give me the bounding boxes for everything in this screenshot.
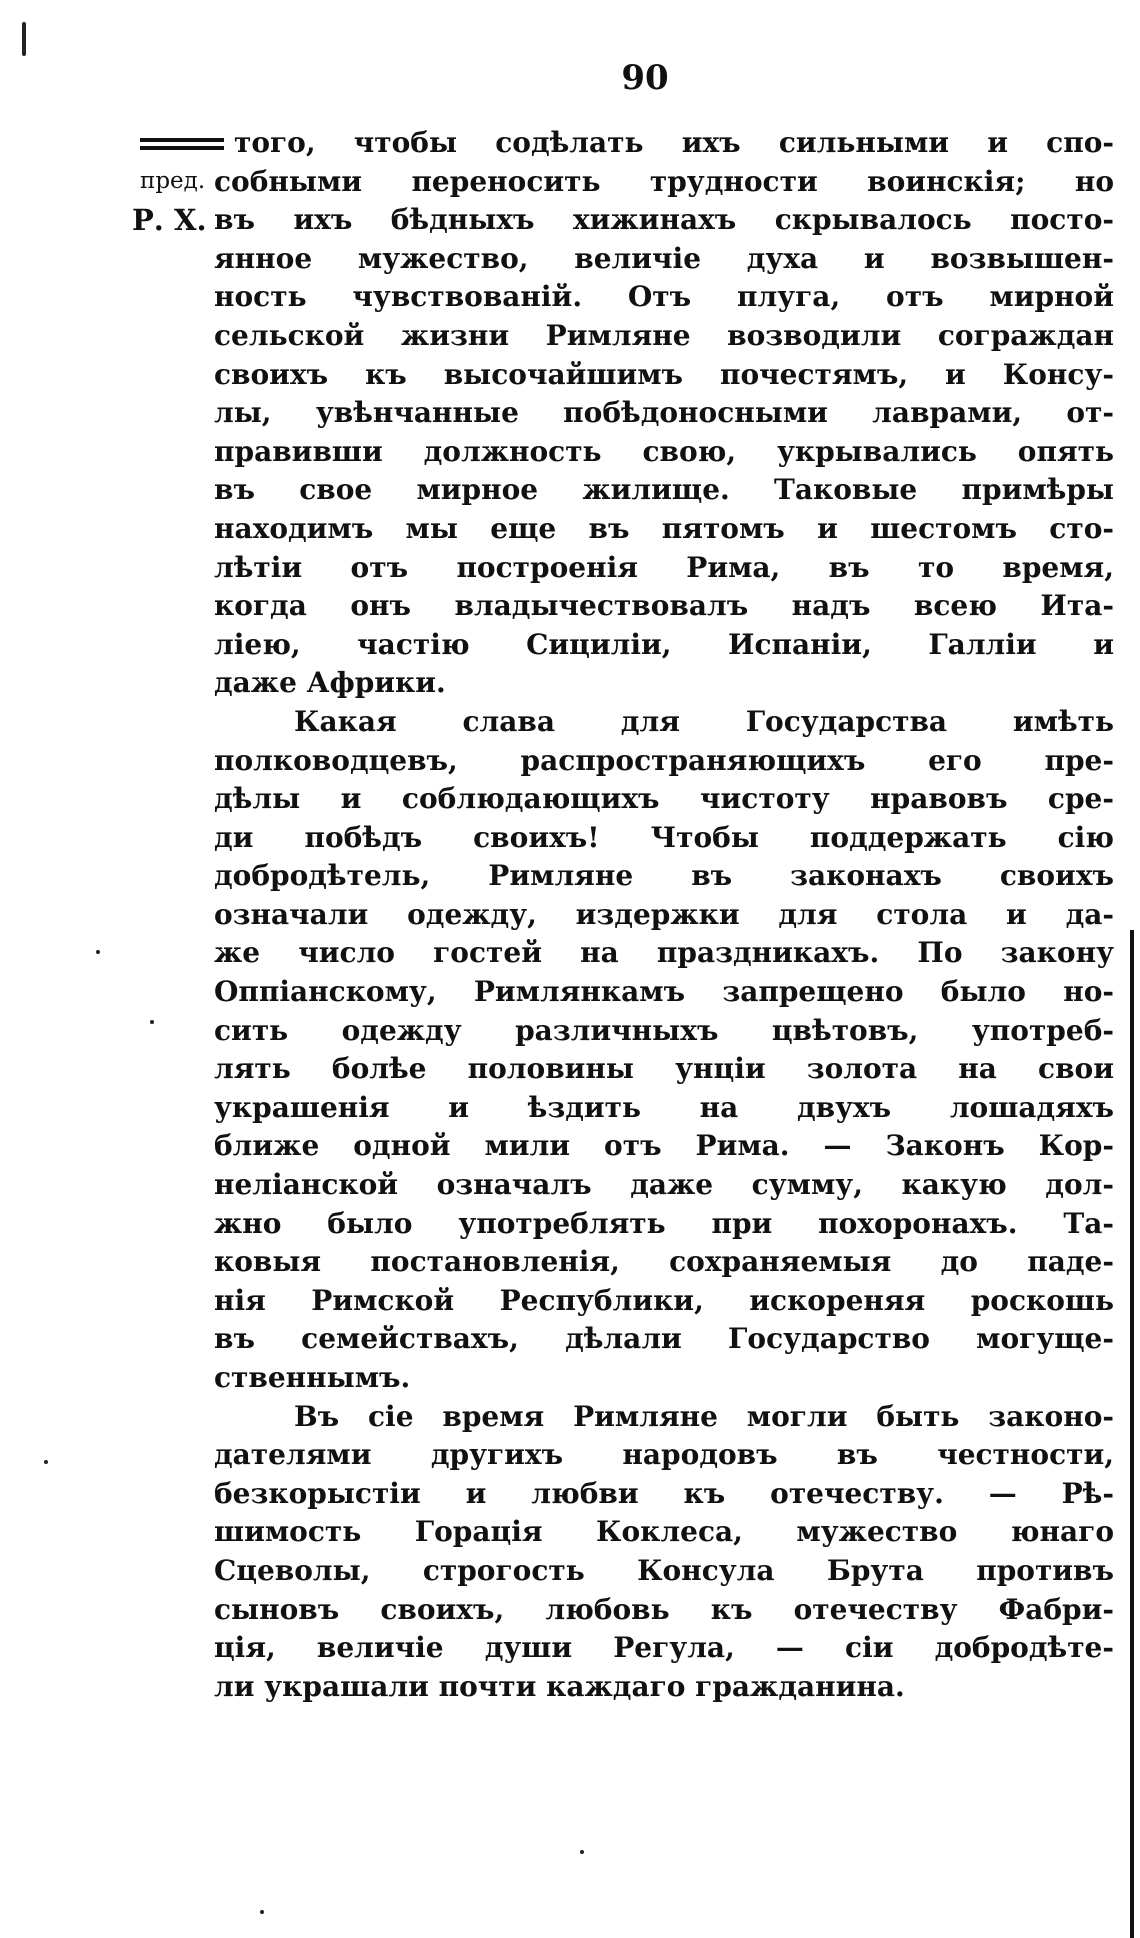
text-line: ближе одной мили отъ Рима. — Законъ Кор- [214,1129,1114,1163]
paragraph-3 [214,1398,1114,1707]
text-line: ди побѣдъ своихъ! Чтобы поддержать сію [214,820,1114,854]
text-line: неліанской означалъ даже сумму, какую дол- [214,1168,1114,1202]
text-line: добродѣтель, Римляне въ законахъ своихъ [214,859,1114,893]
text-line: ція, величіе души Регула, — сіи добродѣте- [214,1631,1114,1665]
ink-speck [580,1850,584,1854]
ink-speck [22,22,26,56]
page-number: 90 [621,58,669,98]
text-line: дѣлы и соблюдающихъ чистоту нравовъ сре- [214,782,1114,816]
text-line: сыновъ своихъ, любовь къ отечеству Фабри- [214,1592,1114,1626]
margin-note-line-1: пред. [140,168,206,194]
text-line: полководцевъ, распространяющихъ его пре- [214,743,1114,777]
text-line: ственнымъ. [214,1361,411,1394]
ink-speck [96,950,100,954]
paragraph-1 [214,124,1114,703]
text-line: лы, увѣнчанные побѣдоносными лаврами, от- [214,396,1114,430]
text-line: Сцеволы, строгость Консула Брута противъ [214,1553,1114,1587]
text-line: того, чтобы содѣлать ихъ сильными и спо- [234,126,1114,159]
ink-speck [260,1910,264,1914]
text-line: лять болѣе половины унціи золота на свои [214,1052,1114,1086]
text-line: ли украшали почти каждаго гражданина. [214,1669,905,1703]
text-line: въ семействахъ, дѣлали Государство могуще- [214,1322,1114,1356]
ink-speck [44,1460,48,1464]
text-line: янное мужество, величіе духа и возвышен- [214,241,1114,275]
text-line: въ свое мирное жилище. Таковые примѣры [214,473,1114,507]
text-line: жно было употреблять при похоронахъ. Та- [214,1206,1114,1240]
page-edge-line [1130,930,1134,1938]
text-line: своихъ къ высочайшимъ почестямъ, и Консу- [214,357,1114,391]
text-line: безкорыстіи и любви къ отечеству. — Рѣ- [214,1476,1114,1510]
margin-note-line-2: Р. Х. [132,202,207,237]
ornament-rule [140,138,224,150]
text-line: ность чувствованій. Отъ плуга, отъ мирной [214,280,1114,314]
text-line: даже Африки. [214,666,446,700]
paragraph-2 [214,703,1114,1398]
text-line: нія Римской Республики, искореняя роскошь [214,1283,1114,1317]
text-line: въ ихъ бѣдныхъ хижинахъ скрывалось посто- [214,203,1114,237]
text-line: собными переносить трудности воинскія; но [214,164,1114,198]
text-line: дателями другихъ народовъ въ честности, [214,1438,1114,1472]
text-line: лѣтіи отъ построенія Рима, въ то время, [214,550,1114,584]
text-line: Въ сіе время Римляне могли быть законо- [294,1399,1114,1433]
margin-note [132,162,225,239]
text-line: украшенія и ѣздить на двухъ лошадяхъ [214,1090,1114,1124]
text-line: правивши должность свою, укрывались опять [214,434,1114,468]
text-line: находимъ мы еще въ пятомъ и шестомъ сто- [214,511,1114,545]
text-line: означали одежду, издержки для стола и да- [214,897,1114,931]
text-line: же число гостей на праздникахъ. По закону [214,936,1114,970]
text-line: Оппіанскому, Римлянкамъ запрещено было но- [214,975,1114,1009]
text-line: ліею, частію Сициліи, Испаніи, Галліи и [214,627,1114,661]
body-text [214,124,1114,1706]
text-line: сить одежду различныхъ цвѣтовъ, употреб- [214,1013,1114,1047]
text-line: когда онъ владычествовалъ надъ всею Ита- [214,589,1114,623]
text-line: ковыя постановленія, сохраняемыя до паде- [214,1245,1114,1279]
text-line: сельской жизни Римляне возводили сограждан [214,318,1114,352]
text-line: шимость Горація Коклеса, мужество юнаго [214,1515,1114,1549]
ink-speck [150,1020,154,1024]
text-line: Какая слава для Государства имѣть [294,704,1114,738]
